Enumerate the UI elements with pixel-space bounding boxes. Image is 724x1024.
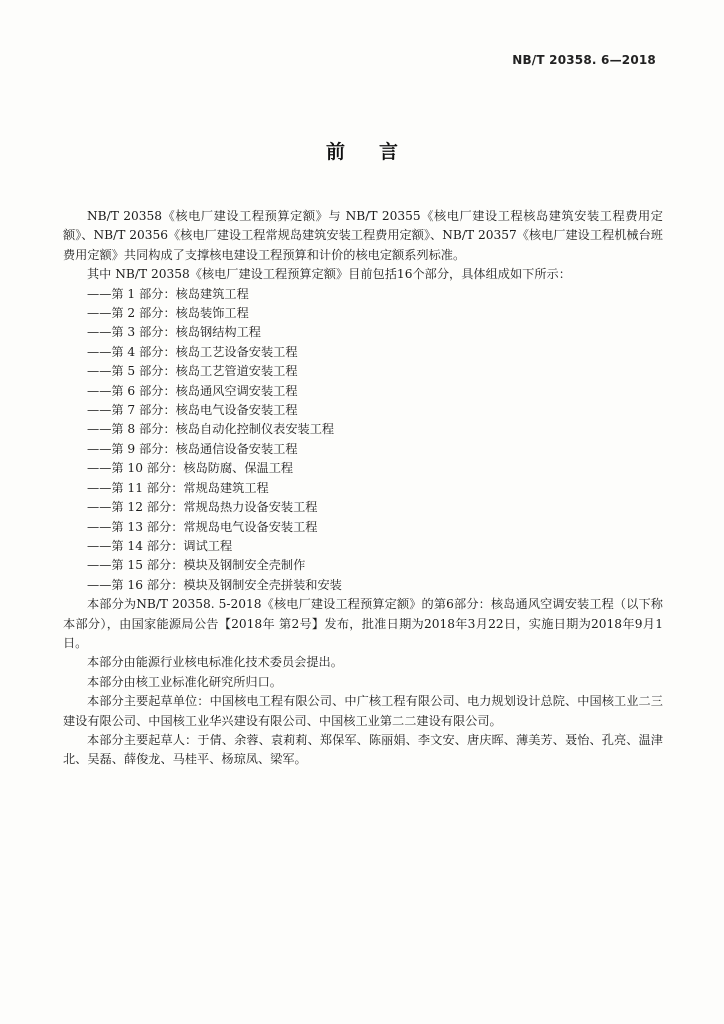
document-code: NB/T 20358. 6—2018 xyxy=(512,53,656,67)
drafting-units-paragraph: 本部分主要起草单位：中国核电工程有限公司、中广核工程有限公司、电力规划设计总院、中国核工业二三建设有限公司、中国核工业华兴建设有限公司、中国核工业第二二建设有限公司。 xyxy=(63,694,663,728)
parts-intro-paragraph: 其中 NB/T 20358《核电厂建设工程预算定额》目前包括16个部分，具体组成如下所示： xyxy=(87,267,571,282)
list-item: ——第 5 部分：核岛工艺管道安装工程 xyxy=(87,364,298,379)
list-item: ——第 14 部分：调试工程 xyxy=(87,538,233,553)
drafters-paragraph: 本部分主要起草人：于倩、余蓉、袁莉莉、郑保军、陈丽娟、李文安、唐庆晖、薄美芳、聂怡、孔亮、温津北、吴磊、薛俊龙、马桂平、杨琼凤、梁军。 xyxy=(63,732,663,767)
list-item: ——第 8 部分：核岛自动化控制仪表安装工程 xyxy=(87,422,335,437)
list-item: ——第 12 部分：常规岛热力设备安装工程 xyxy=(87,500,318,515)
list-item: ——第 4 部分：核岛工艺设备安装工程 xyxy=(87,344,298,359)
list-item: ——第 10 部分：核岛防腐、保温工程 xyxy=(87,461,294,476)
foreword-body xyxy=(63,207,663,770)
proposed-by-paragraph: 本部分由能源行业核电标准化技术委员会提出。 xyxy=(87,655,343,670)
intro-paragraph: NB/T 20358《核电厂建设工程预算定额》与 NB/T 20355《核电厂建设工程核岛建筑安装工程费用定额》、NB/T 20356《核电厂建设工程常规岛建筑安装工程费用定额》、NB/T 20357《核电厂建设工程机械台班费用定额》共同构成了支撑核电建设工程预算和计价的核电定额系列标准。 xyxy=(63,209,663,262)
list-item: ——第 13 部分：常规岛电气设备安装工程 xyxy=(87,519,318,534)
list-item: ——第 15 部分：模块及钢制安全壳制作 xyxy=(87,558,306,573)
page-title: 前言 xyxy=(325,141,432,163)
list-item: ——第 3 部分：核岛钢结构工程 xyxy=(87,325,261,340)
list-item: ——第 16 部分：模块及钢制安全壳拼装和安装 xyxy=(87,577,342,592)
parts-list xyxy=(63,285,663,596)
list-item: ——第 9 部分：核岛通信设备安装工程 xyxy=(87,441,298,456)
list-item: ——第 6 部分：核岛通风空调安装工程 xyxy=(87,383,298,398)
list-item: ——第 11 部分：常规岛建筑工程 xyxy=(87,480,269,495)
list-item: ——第 2 部分：核岛装饰工程 xyxy=(87,306,249,321)
managed-by-paragraph: 本部分由核工业标准化研究所归口。 xyxy=(87,674,282,689)
list-item: ——第 7 部分：核岛电气设备安装工程 xyxy=(87,403,298,418)
list-item: ——第 1 部分：核岛建筑工程 xyxy=(87,286,249,301)
this-part-paragraph: 本部分为NB/T 20358. 5-2018《核电厂建设工程预算定额》的第6部分：核岛通风空调安装工程（以下称本部分），由国家能源局公告【2018年 第2号】发布，批准日期为2018年3月22日，实施日期为2018年9月1日。 xyxy=(63,597,663,650)
